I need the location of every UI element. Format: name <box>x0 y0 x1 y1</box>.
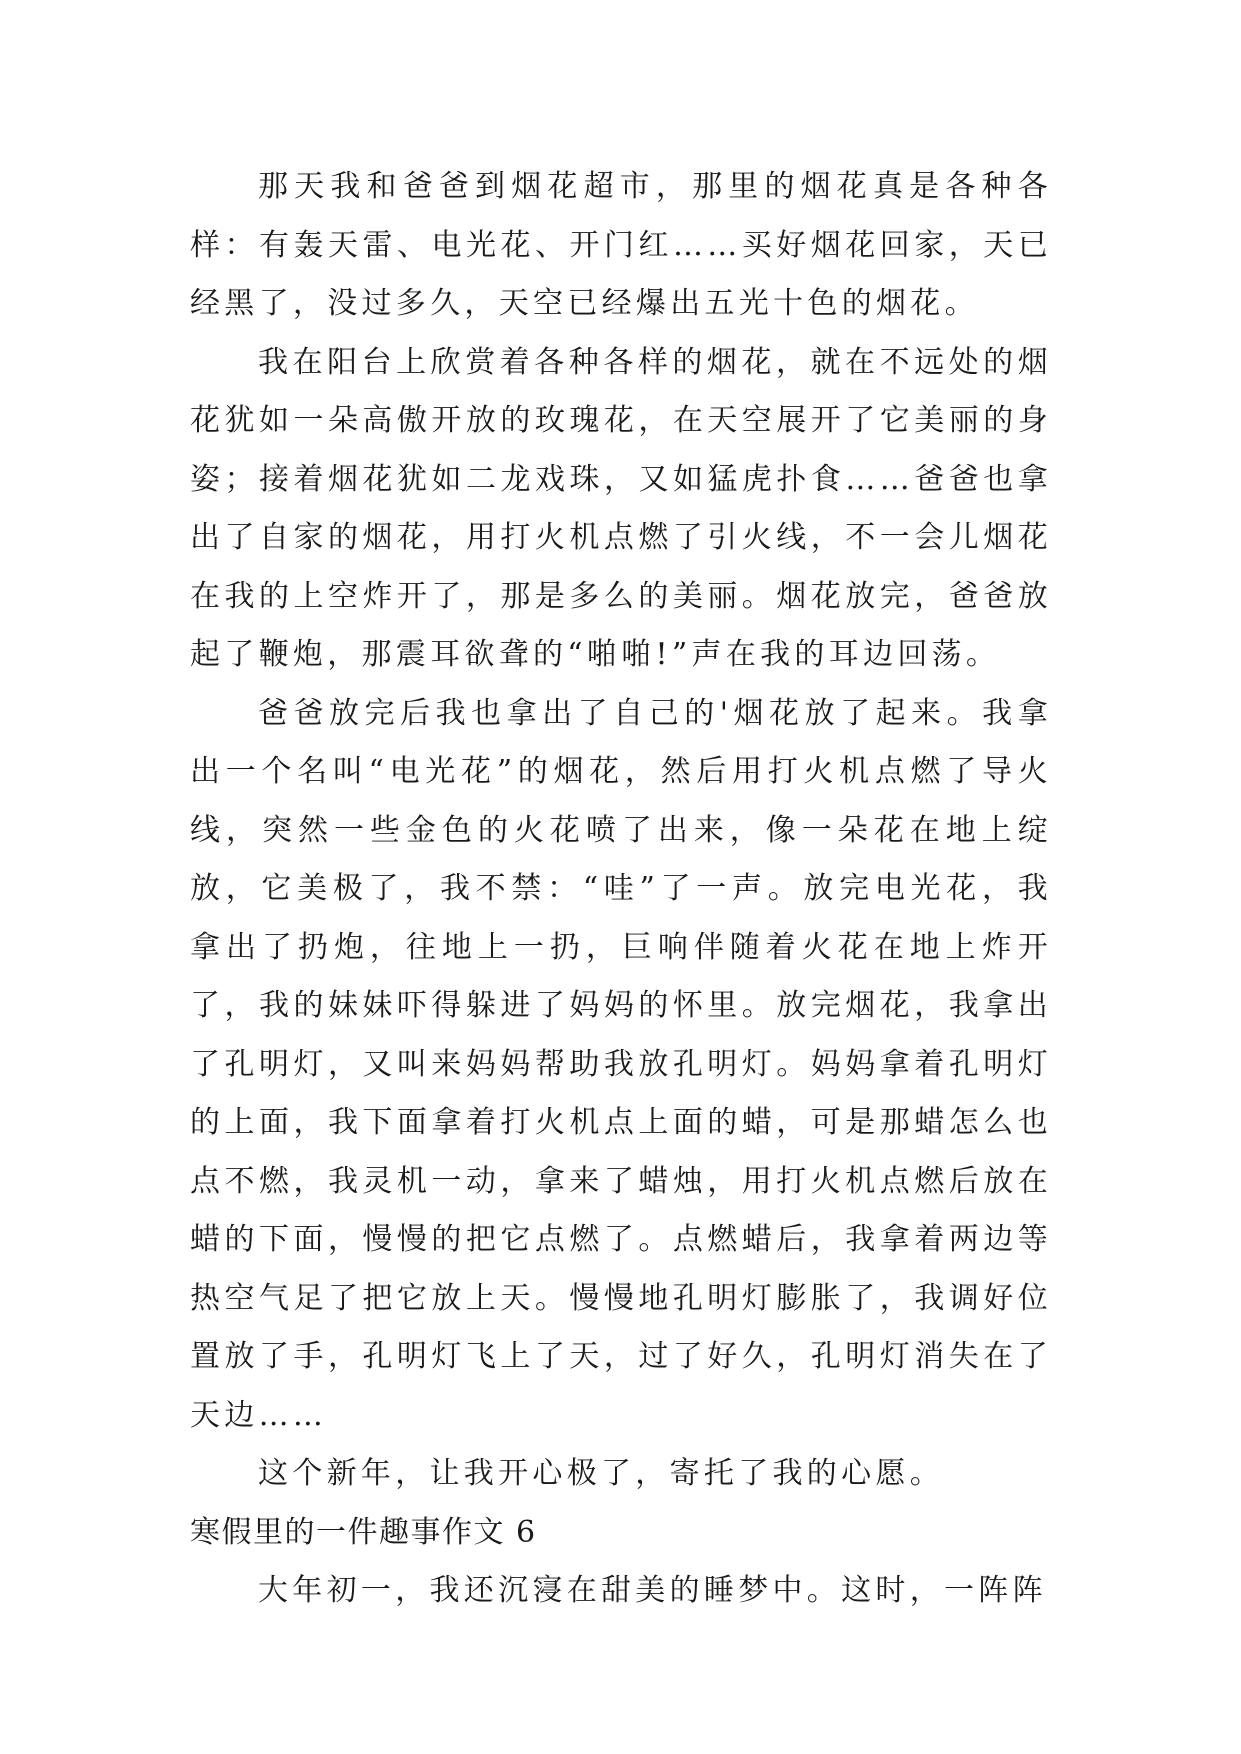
paragraph-balcony-fireworks: 我在阳台上欣赏着各种各样的烟花，就在不远处的烟花犹如一朵高傲开放的玫瑰花，在天空展开了它美丽的身姿；接着烟花犹如二龙戏珠，又如猛虎扑食……爸爸也拿出了自家的烟花，用打火机点燃了引火线，不一会儿烟花在我的上空炸开了，那是多么的美丽。烟花放完，爸爸放起了鞭炮，那震耳欲聋的“啪啪!”声在我的耳边回荡。 <box>190 344 1052 672</box>
document-body <box>190 158 1052 1621</box>
paragraph-new-year-wish: 这个新年，让我开心极了，寄托了我的心愿。 <box>258 1456 944 1491</box>
section-title: 寒假里的一件趣事作文 6 <box>190 1514 537 1550</box>
paragraph-new-year-morning: 大年初一，我还沉寖在甜美的睡梦中。这时，一阵阵 <box>258 1573 1047 1608</box>
paragraph-fireworks-shopping: 那天我和爸爸到烟花超市，那里的烟花真是各种各样：有轰天雷、电光花、开门红……买好烟花回家，天已经黑了，没过多久，天空已经爆出五光十色的烟花。 <box>190 169 1052 321</box>
paragraph-sparklers-lantern: 爸爸放完后我也拿出了自己的'烟花放了起来。我拿出一个名叫“电光花”的烟花，然后用打火机点燃了导火线，突然一些金色的火花喷了出来，像一朵花在地上绽放，它美极了，我不禁：“哇”了一声。放完电光花，我拿出了扔炮，往地上一扔，巨响伴随着火花在地上炸开了，我的妹妹吓得躲进了妈妈的怀里。放完烟花，我拿出了孔明灯，又叫来妈妈帮助我放孔明灯。妈妈拿着孔明灯的上面，我下面拿着打火机点上面的蜡，可是那蜡怎么也点不燃，我灵机一动，拿来了蜡烛，用打火机点燃后放在蜡的下面，慢慢的把它点燃了。点燃蜡后，我拿着两边等热空气足了把它放上天。慢慢地孔明灯膨胀了，我调好位置放了手，孔明灯飞上了天，过了好久，孔明灯消失在了天边…… <box>190 695 1052 1433</box>
